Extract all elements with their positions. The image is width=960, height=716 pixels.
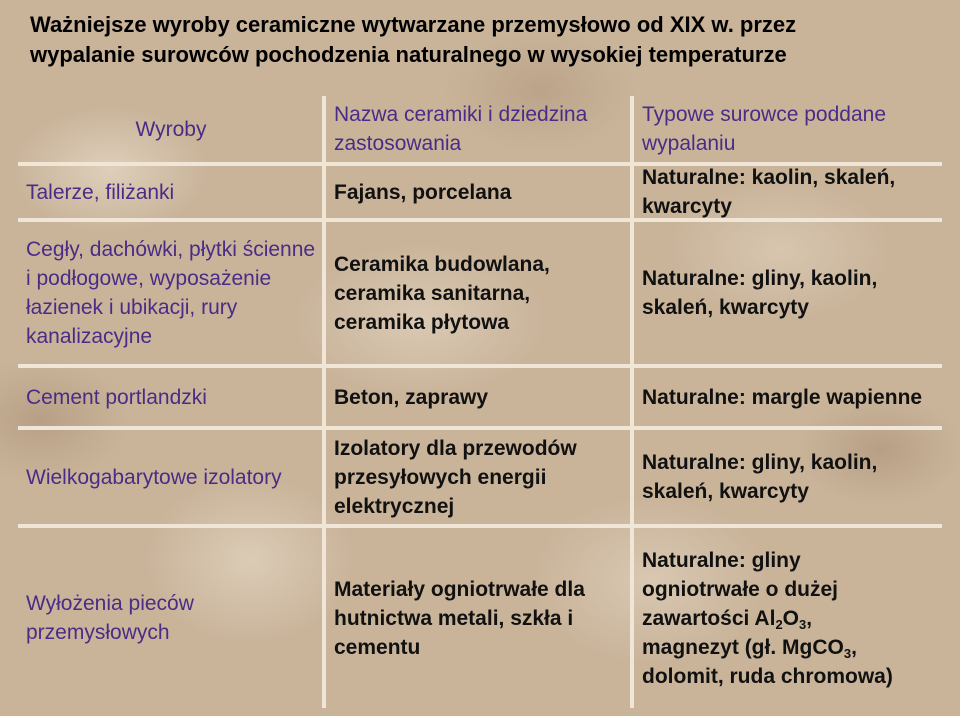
table-row-2-product: Cegły, dachówki, płytki ścienne i podłogowe, wyposażenie łazienek i ubikacji, rury kanalizacyjne	[18, 222, 326, 368]
table-row-4-product: Wielkogabarytowe izolatory	[18, 430, 326, 528]
table-row-4-ceramic: Izolatory dla przewodów przesyłowych energii elektrycznej	[326, 430, 634, 528]
title-line-1: Ważniejsze wyroby ceramiczne wytwarzane przemysłowo od XIX w. przez	[30, 12, 797, 37]
table-row-5-materials: Naturalne: gliny ogniotrwałe o dużej zawartości $Al_2O_3$, magnezyt (gł. MgCO$_3$, dolomit, ruda chromowa)	[642, 548, 893, 688]
ceramics-table	[18, 96, 942, 708]
table-row-3-materials: Naturalne: margle wapienne	[634, 368, 942, 430]
header-ceramic-name	[326, 96, 634, 166]
page-title	[30, 10, 930, 70]
table-row-1-product: Talerze, filiżanki	[18, 166, 326, 222]
table-row-5-product: Wyłożenia pieców przemysłowych	[18, 528, 326, 708]
table-row-1-ceramic: Fajans, porcelana	[326, 166, 634, 222]
title-line-2: wypalanie surowców pochodzenia naturalnego w wysokiej temperaturze	[30, 42, 787, 67]
table-row-2-materials: Naturalne: gliny, kaolin, skaleń, kwarcyty	[634, 222, 942, 368]
table-row-3-product: Cement portlandzki	[18, 368, 326, 430]
table-row-1-materials: Naturalne: kaolin, skaleń, kwarcyty	[634, 166, 942, 222]
header-raw-materials-label: Typowe surowce poddane wypalaniu	[642, 103, 886, 155]
table-row-3-ceramic: Beton, zaprawy	[326, 368, 634, 430]
table-row-5-ceramic: Materiały ogniotrwałe dla hutnictwa metali, szkła i cementu	[326, 528, 634, 708]
header-ceramic-name-label: Nazwa ceramiki i dziedzina zastosowania	[334, 103, 588, 155]
header-products-label: Wyroby	[135, 117, 207, 141]
table-row-2-ceramic: Ceramika budowlana, ceramika sanitarna, ceramika płytowa	[326, 222, 634, 368]
header-raw-materials	[634, 96, 942, 166]
table-row-4-materials: Naturalne: gliny, kaolin, skaleń, kwarcyty	[634, 430, 942, 528]
header-products	[18, 96, 326, 166]
